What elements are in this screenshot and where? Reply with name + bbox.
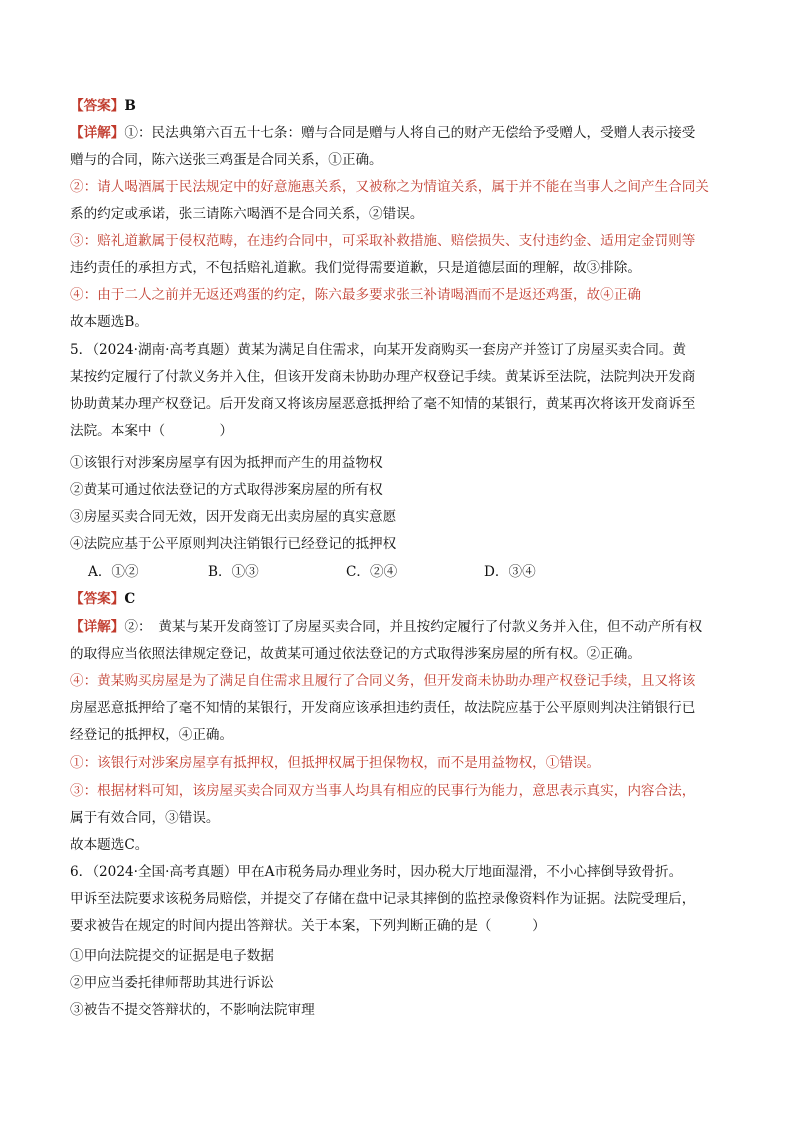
- q4-point4-line-1: ④：由于二人之前并无返还鸡蛋的约定，陈六最多要求张三补请喝酒而不是返还鸡蛋，故④正确: [70, 287, 641, 303]
- q5-point4-line-1: ④：黄某购买房屋是为了满足自住需求且履行了合同义务，但开发商未协助办理产权登记手续，且又将该: [70, 673, 696, 689]
- detail-text: ②： 黄某与某开发商签订了房屋买卖合同，并且按约定履行了付款义务并入住，但不动产所有权: [124, 619, 703, 635]
- q4-point2-line-2: 系的约定或承诺，张三请陈六喝酒不是合同关系，②错误。: [70, 206, 424, 222]
- option-d: D．③④: [484, 564, 536, 580]
- q4-detail-line-2: 赠与的合同，陈六送张三鸡蛋是合同关系，①正确。: [70, 152, 383, 168]
- q6-stem-line-3: 要求被告在规定的时间内提出答辩状。关于本案，下列判断正确的是（ ）: [70, 918, 546, 934]
- q5-point4-line-3: 经登记的抵押权，④正确。: [70, 727, 234, 743]
- q6-item-2: ②甲应当委托律师帮助其进行诉讼: [70, 975, 274, 991]
- q5-item-2: ②黄某可通过依法登记的方式取得涉案房屋的所有权: [70, 482, 383, 498]
- q5-detail-line-1: [70, 618, 730, 636]
- q4-point3-line-2: 违约责任的承担方式，不包括赔礼道歉。我们觉得需要道歉，只是道德层面的理解，故③排除。: [70, 260, 641, 276]
- q5-item-4: ④法院应基于公平原则判决注销银行已经登记的抵押权: [70, 536, 397, 552]
- answer-label: 【答案】: [70, 98, 125, 114]
- q5-point4-line-2: 房屋恶意抵押给了毫不知情的某银行，开发商应该承担违约责任，故法院应基于公平原则判决注销银行已: [70, 700, 696, 716]
- q6-item-1: ①甲向法院提交的证据是电子数据: [70, 948, 274, 964]
- option-b: B．①③: [208, 564, 259, 580]
- q6-stem-line-2: 甲诉至法院要求该税务局赔偿，并提交了存储在盘中记录其摔倒的监控录像资料作为证据。法院受理后，: [70, 891, 696, 907]
- q4-detail-line-1: [70, 124, 730, 142]
- answer-label: 【答案】: [70, 591, 125, 607]
- q5-point3-line-2: 属于有效合同，③错误。: [70, 810, 220, 826]
- q5-answer: [70, 590, 730, 608]
- q4-point3-line-1: ③：赔礼道歉属于侵权范畴，在违约合同中，可采取补救措施、赔偿损失、支付违约金、适用定金罚则等: [70, 233, 696, 249]
- q5-stem-line-4: 法院。本案中（ ）: [70, 423, 234, 439]
- option-c: C．②④: [346, 564, 398, 580]
- q4-conclusion: 故本题选B。: [70, 314, 148, 330]
- detail-label: 【详解】: [70, 619, 125, 635]
- q5-item-3: ③房屋买卖合同无效，因开发商无出卖房屋的真实意愿: [70, 509, 397, 525]
- q4-point2-line-1: ②：请人喝酒属于民法规定中的好意施惠关系，又被称之为情谊关系，属于并不能在当事人之间产生合同关: [70, 179, 709, 195]
- q5-item-1: ①该银行对涉案房屋享有因为抵押而产生的用益物权: [70, 455, 383, 471]
- q5-point1-line-1: ①：该银行对涉案房屋享有抵押权，但抵押权属于担保物权，而不是用益物权，①错误。: [70, 755, 601, 771]
- q6-item-3: ③被告不提交答辩状的，不影响法院审理: [70, 1002, 315, 1018]
- q5-point3-line-1: ③：根据材料可知，该房屋买卖合同双方当事人均具有相应的民事行为能力，意思表示真实，内容合法，: [70, 783, 696, 799]
- answer-value: B: [124, 98, 136, 114]
- option-a: A．①②: [88, 564, 139, 580]
- detail-text: ①：民法典第六百五十七条：赠与合同是赠与人将自己的财产无偿给予受赠人，受赠人表示接受: [124, 125, 696, 141]
- q5-conclusion: 故本题选C。: [70, 837, 149, 853]
- q4-answer: [70, 97, 730, 115]
- answer-value: C: [124, 591, 136, 607]
- q6-stem-line-1: 6．（2024·全国·高考真题）甲在A市税务局办理业务时，因办税大厅地面湿滑，不小心摔倒导致骨折。: [70, 864, 683, 880]
- q5-detail-line-2: 的取得应当依照法律规定登记，故黄某可通过依法登记的方式取得涉案房屋的所有权。②正确。: [70, 646, 641, 662]
- detail-label: 【详解】: [70, 125, 125, 141]
- q5-stem-line-3: 协助黄某办理产权登记。后开发商又将该房屋恶意抵押给了毫不知情的某银行，黄某再次将该开发商诉至: [70, 396, 696, 412]
- q5-stem-line-2: 某按约定履行了付款义务并入住，但该开发商未协助办理产权登记手续。黄某诉至法院，法院判决开发商: [70, 369, 696, 385]
- q5-stem-line-1: 5．（2024·湖南·高考真题）黄某为满足自住需求，向某开发商购买一套房产并签订了房屋买卖合同。黄: [70, 342, 687, 358]
